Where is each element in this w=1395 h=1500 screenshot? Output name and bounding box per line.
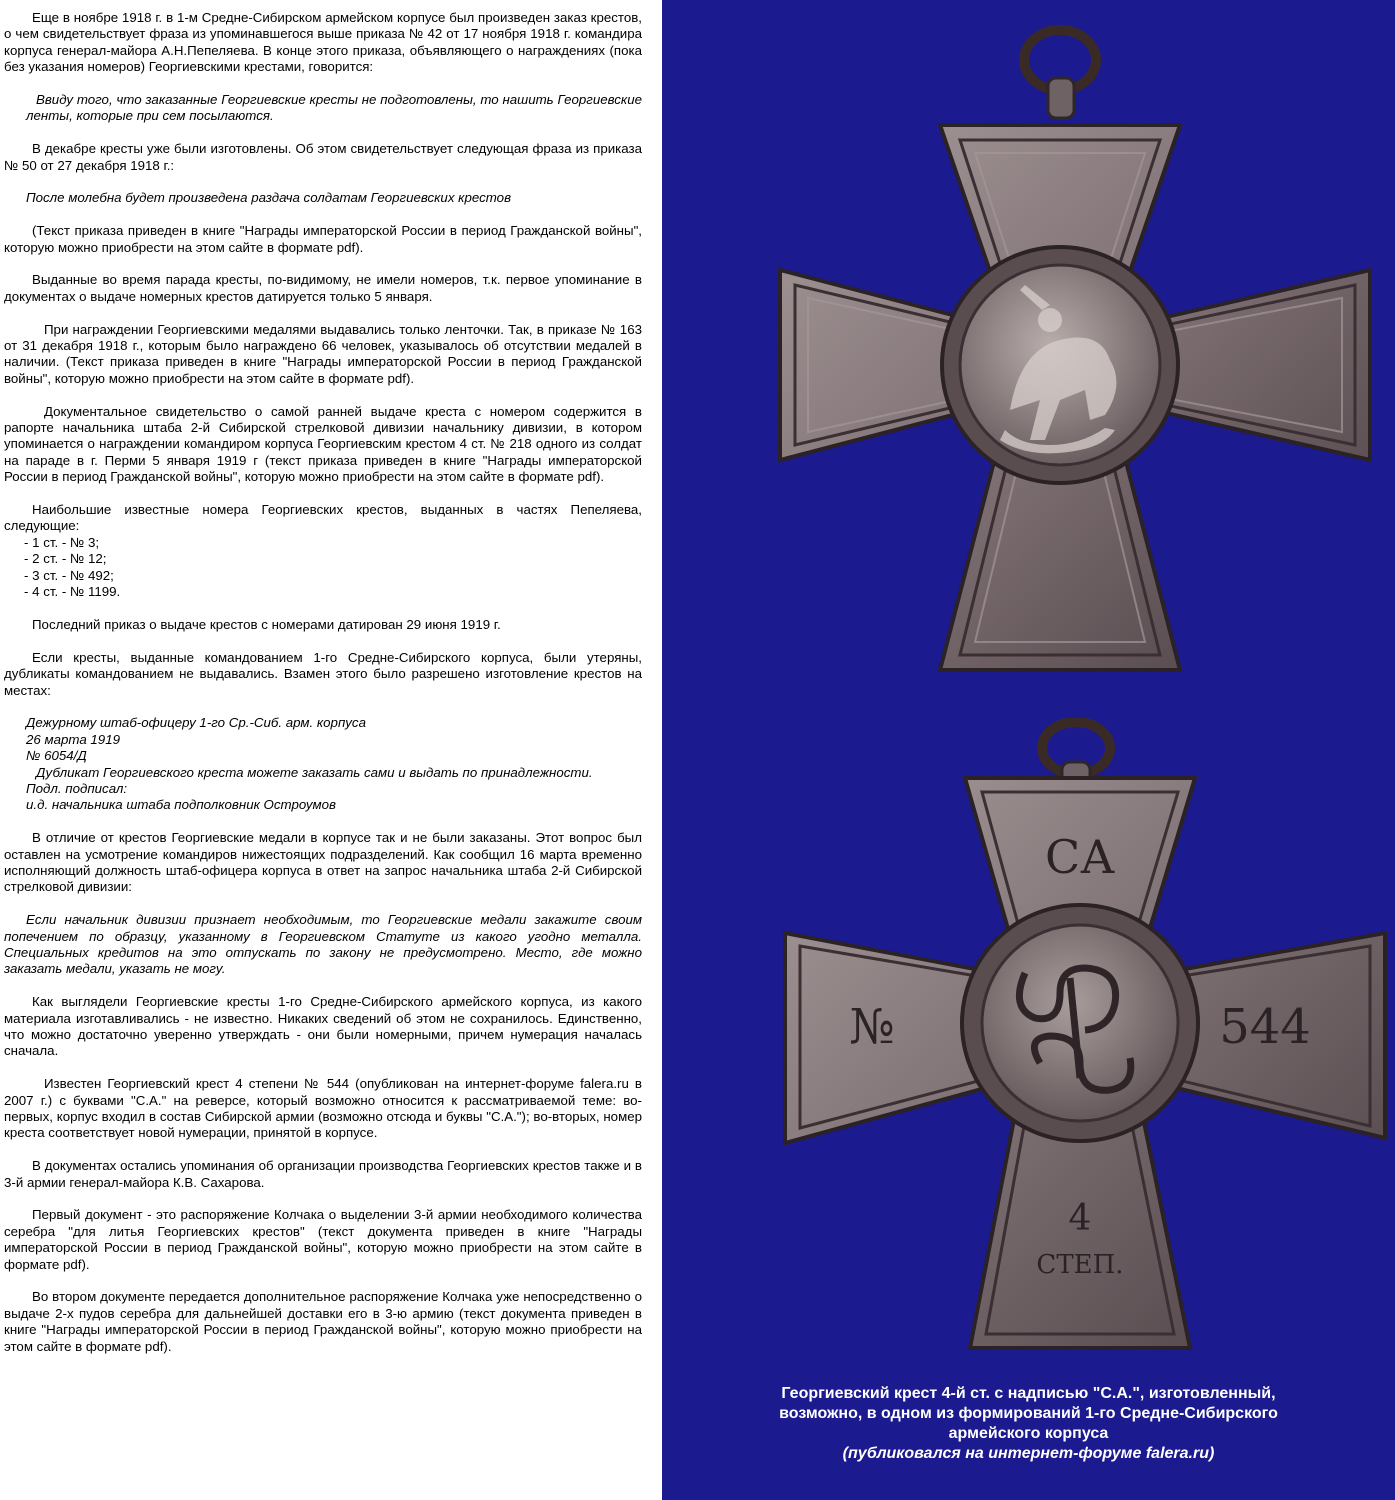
paragraph: Во втором документе передается дополнительное распоряжение Колчака уже непосредственно о выдаче 2-х пудов серебра для дальнейшей доставки его в 3-ю армию (текст документа приведен в книге "Награды императорской России в период Гражданской войны", которую можно приобрести на этом сайте в формате pdf). (4, 1289, 642, 1354)
list-item: - 4 ст. - № 1199. (24, 584, 121, 600)
quote (4, 92, 642, 125)
paragraph: Если кресты, выданные командованием 1-го Средне-Сибирского корпуса, были утеряны, дубликаты командованием не выдавались. Взамен этого было разрешено изготовление крестов на местах: (4, 649, 642, 698)
doc-line: 26 марта 1919 (26, 731, 120, 747)
list-item: - 1 ст. - № 3; (24, 534, 100, 550)
doc-line: Подл. подписал: (26, 780, 128, 796)
list-item: - 3 ст. - № 492; (24, 567, 114, 583)
paragraph: Наибольшие известные номера Георгиевских крестов, выданных в частях Пепеляева, следующие: (4, 502, 642, 534)
paragraph: Известен Георгиевский крест 4 степени № 544 (опубликован на интернет-форуме falera.ru в 2007 г.) с буквами "С.А." на реверсе, который возможно относится к рассматриваемой теме: во-первых, корпус входил в состав Сибирской армии (возможно отсюда и буквы "С.А."); во-вторых, номер креста соответствует новой нумерации, принятой в корпусе. (4, 1076, 642, 1141)
quote: После молебна будет произведена раздача солдатам Георгиевских крестов (26, 190, 512, 206)
paragraph: Последний приказ о выдаче крестов с номерами датирован 29 июня 1919 г. (32, 616, 501, 632)
engraving-letters: СА (1044, 830, 1116, 884)
caption-source: (публиковался на интернет-форуме falera.ru) (842, 1445, 1215, 1462)
caption-line: Георгиевский крест 4-й ст. с надписью "С.А.", изготовленный, (781, 1385, 1276, 1402)
paragraph: В документах остались упоминания об организации производства Георгиевских крестов также и в 3-й армии генерал-майора К.В. Сахарова. (4, 1158, 642, 1190)
article-text (0, 0, 662, 1500)
quote (4, 912, 642, 978)
paragraph: При награждении Георгиевскими медалями выдавались только ленточки. Так, в приказе № 163 от 31 декабря 1918 г., которым было награждено 66 человек, указывалось об отсутствии медалей в наличии. (Текст приказа приведен в книге "Награды императорской России в период Гражданской войны", которую можно приобрести на этом сайте в формате pdf). (4, 321, 642, 386)
caption-line: армейского корпуса (948, 1425, 1109, 1442)
doc-line: и.д. начальника штаба подполковник Остроумов (26, 797, 336, 813)
engraving-number-sign: № (849, 999, 895, 1055)
paragraph: В декабре кресты уже были изготовлены. Об этом свидетельствует следующая фраза из приказа № 50 от 27 декабря 1918 г.: (4, 141, 642, 173)
list-item: - 2 ст. - № 12; (24, 551, 107, 567)
paragraph: Выданные во время парада кресты, по-видимому, не имели номеров, т.к. первое упоминание в документах о выдаче номерных крестов датируется только 5 января. (4, 272, 642, 304)
caption-line: возможно, в одном из формирований 1-го Средне-Сибирского (779, 1405, 1278, 1422)
doc-line: Дежурному штаб-офицеру 1-го Ср.-Сиб. арм. корпуса (26, 715, 366, 731)
paragraph: В отличие от крестов Георгиевские медали в корпусе так и не были заказаны. Этот вопрос был оставлен на усмотрение командиров нижестоящих подразделений. Как сообщил 16 марта временно исполняющий должность штаб-офицера корпуса в ответ на запрос начальника штаба 2-й Сибирской стрелковой дивизии: (4, 830, 642, 895)
engraving-number: 544 (1219, 999, 1311, 1055)
doc-line: № 6054/Д (26, 748, 87, 764)
quote-text: Если начальник дивизии признает необходимым, то Георгиевские медали закажите своим попечением по образцу, указанному в Георгиевском Статуте из какого угодно металла. Специальных кредитов на это отпускать по закону не предусмотрено. Место, где можно заказать медали, указать не могу. (4, 912, 642, 977)
paragraph: Первый документ - это распоряжение Колчака о выделении 3-й армии необходимого количества серебра "для литья Георгиевских крестов" (текст документа приведен в книге "Награды императорской России в период Гражданской войны", которую можно приобрести на этом сайте в формате pdf). (4, 1207, 642, 1272)
paragraph: Еще в ноябре 1918 г. в 1-м Средне-Сибирском армейском корпусе был произведен заказ крестов, о чем свидетельствует фраза из упоминавшегося выше приказа № 42 от 17 ноября 1918 г. командира корпуса генерал-майора А.Н.Пепеляева. В конце этого приказа, объявляющего о награждениях (пока без указания номеров) Георгиевскими крестами, говорится: (4, 10, 642, 75)
paragraph: Документальное свидетельство о самой ранней выдаче креста с номером содержится в рапорте начальника штаба 2-й Сибирской стрелковой дивизии начальнику дивизии, в котором упоминается о награждении командиром корпуса Георгиевским крестом 4 ст. № 218 одного из солдат на параде в г. Перми 5 января 1919 г (текст приказа приведен в книге "Награды императорской России в период Гражданской войны", которую можно приобрести на этом сайте в формате pdf). (4, 403, 642, 485)
doc-line: Дубликат Георгиевского креста можете заказать сами и выдать по принадлежности. (36, 764, 593, 780)
paragraph: Как выглядели Георгиевские кресты 1-го Средне-Сибирского армейского корпуса, из какого материала изготавливались - не известно. Никаких сведений об этом не сохранилось. Единственно, что можно достаточно уверенно утверждать - они были номерными, причем нумерация началась сначала. (4, 994, 642, 1059)
engraving-degree-word: СТЕП. (1036, 1250, 1124, 1280)
image-caption (662, 1384, 1395, 1464)
cross-obverse-image (760, 20, 1395, 700)
paragraph: (Текст приказа приведен в книге "Награды императорской России в период Гражданской войны", которую можно приобрести на этом сайте в формате pdf). (4, 223, 642, 255)
quote-text: Ввиду того, что заказанные Георгиевские кресты не подготовлены, то нашить Георгиевские ленты, которые при сем посылаются. (26, 92, 642, 124)
numbers-list (4, 535, 642, 601)
document-quote (4, 715, 642, 813)
engraving-degree: 4 (1068, 1198, 1092, 1239)
cross-reverse-image (760, 718, 1395, 1378)
